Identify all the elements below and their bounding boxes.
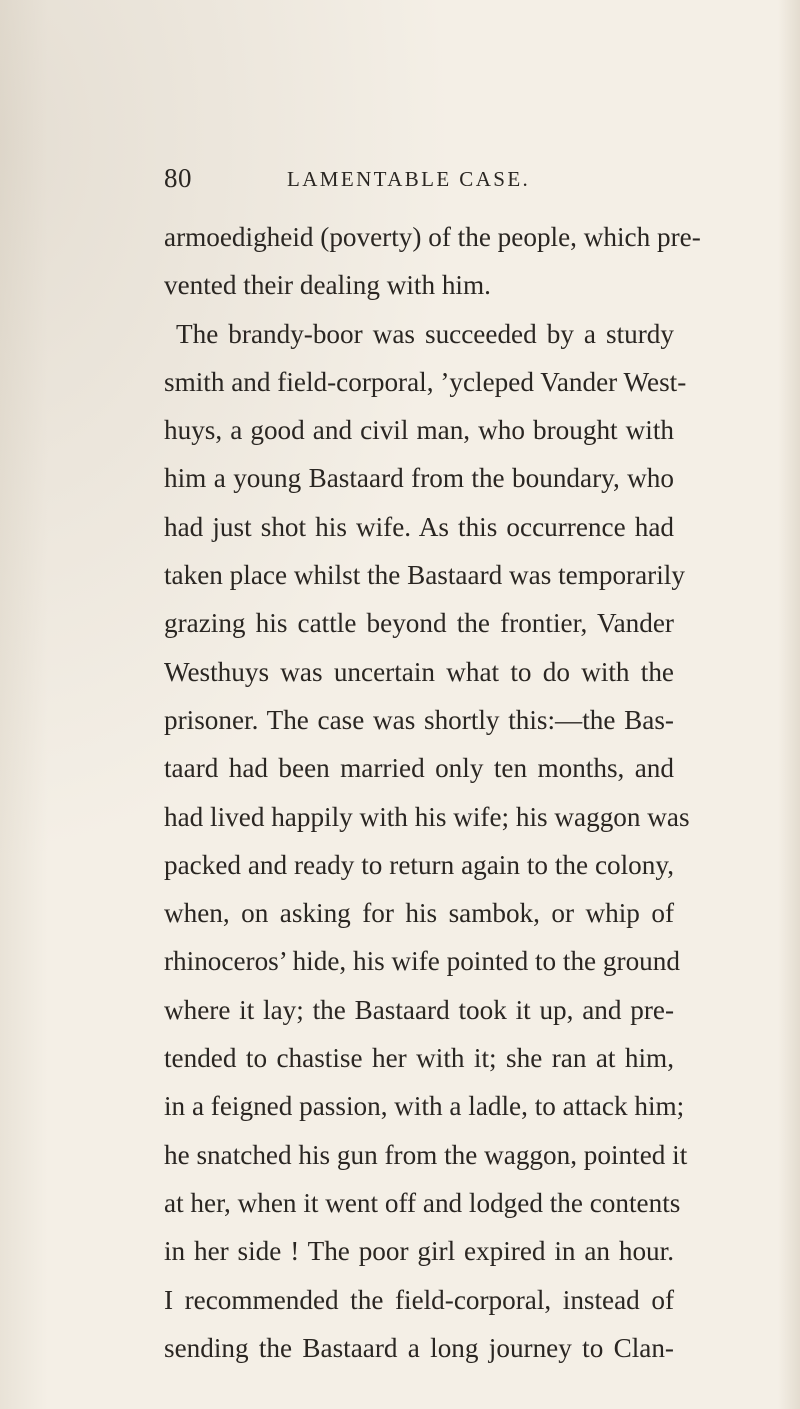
text-line: packed and ready to return again to the colony, (164, 849, 674, 880)
text-line: rhinoceros’ hide, his wife pointed to the ground (164, 946, 680, 977)
text-line: smith and field-corporal, ’ycleped Vander West- (164, 366, 687, 397)
text-line: taard had been married only ten months, and (164, 753, 674, 784)
text-line: taken place whilst the Bastaard was temporarily (164, 560, 685, 591)
text-line: in her side ! The poor girl expired in an hour. (164, 1236, 674, 1267)
running-head (0, 163, 800, 193)
page-number: 80 (164, 163, 192, 193)
text-line: had just shot his wife. As this occurrence had (164, 511, 674, 542)
page-edge-shadow (778, 0, 800, 1409)
text-line: him a young Bastaard from the boundary, who (164, 463, 674, 494)
text-line: I recommended the field-corporal, instead of (164, 1284, 674, 1315)
text-line: he snatched his gun from the waggon, pointed it (164, 1139, 688, 1170)
text-line: armoedigheid (poverty) of the people, which pre- (164, 222, 701, 252)
text-line: sending the Bastaard a long journey to Clan- (164, 1332, 674, 1363)
text-line: had lived happily with his wife; his waggon was (164, 801, 690, 832)
text-line: prisoner. The case was shortly this:—the Bas- (164, 704, 674, 735)
body-text (164, 213, 701, 1372)
text-line: in a feigned passion, with a ladle, to attack him; (164, 1091, 685, 1122)
text-line: where it lay; the Bastaard took it up, and pre- (164, 994, 674, 1025)
text-line: at her, when it went off and lodged the contents (164, 1187, 681, 1218)
text-line: tended to chastise her with it; she ran at him, (164, 1043, 674, 1074)
text-line: vented their dealing with him. (164, 270, 491, 301)
running-title: LAMENTABLE CASE. (287, 167, 531, 191)
text-line: Westhuys was uncertain what to do with the (164, 656, 674, 687)
text-line: when, on asking for his sambok, or whip of (164, 898, 674, 929)
text-line: The brandy-boor was succeeded by a sturdy (176, 318, 674, 349)
text-line: grazing his cattle beyond the frontier, Vander (164, 608, 674, 639)
text-line: huys, a good and civil man, who brought with (164, 415, 674, 446)
